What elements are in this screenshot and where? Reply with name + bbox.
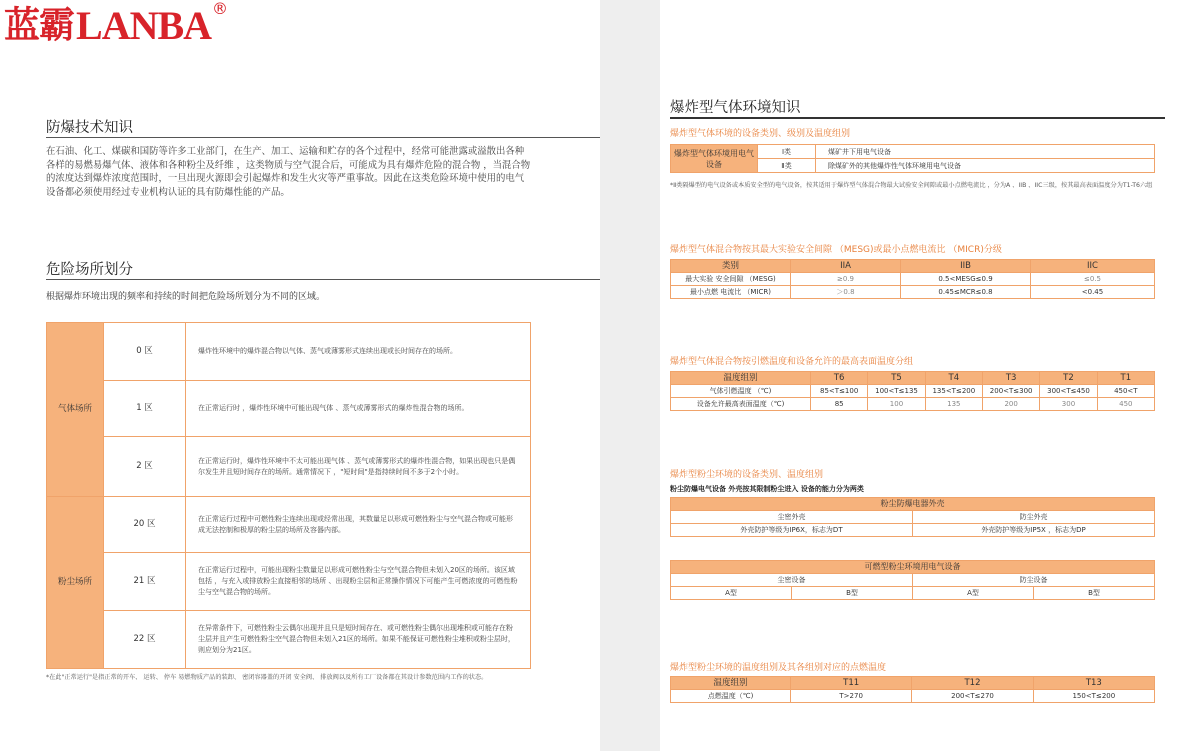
table-cell: 100<T≤135 xyxy=(868,385,925,398)
class-cell: Ⅰ类 xyxy=(758,145,816,159)
table-row xyxy=(671,524,1155,537)
header-cell: IIC xyxy=(1031,260,1155,273)
zone-name: 0 区 xyxy=(104,323,186,381)
table-row xyxy=(671,511,1155,524)
section-title-explosion-tech: 防爆技术知识 xyxy=(46,120,133,136)
class-cell: Ⅱ类 xyxy=(758,159,816,173)
table-cell: B型 xyxy=(792,587,913,600)
zone-description: 在正常运行时，爆炸性环境中不太可能出现气体 、蒸气或薄雾形式的爆炸性混合物，如果出现也只是偶尔发生并且短时间存在的场所。通常情况下 ，"短时间"是指持续时间不多于2个小时。 xyxy=(186,437,531,497)
table-row xyxy=(671,587,1155,600)
section-rule xyxy=(46,279,600,280)
table-cell: 外壳防护等级为IP5X ，标志为DP xyxy=(913,524,1155,537)
table-cell: 300 xyxy=(1040,398,1097,411)
subtitle-dust-temperature: 爆炸型粉尘环境的温度组别及其各组别对应的点燃温度 xyxy=(670,663,887,673)
table-row xyxy=(671,286,1155,299)
zone-name: 1 区 xyxy=(104,381,186,437)
table-cell: 85<T≤100 xyxy=(811,385,868,398)
zones-intro: 根据爆炸环境出现的频率和持续的时间把危险场所划分为不同的区域。 xyxy=(46,292,326,302)
table-cell: B型 xyxy=(1034,587,1155,600)
table-cell: 防尘设备 xyxy=(913,574,1155,587)
header-cell: T3 xyxy=(982,372,1039,385)
row-label: 最大实验 安全间隙 （MESG) xyxy=(671,273,791,286)
table-cell: 135 xyxy=(925,398,982,411)
header-cell: T13 xyxy=(1033,677,1154,690)
table-row xyxy=(671,690,1155,703)
dust-enclosure-line: 粉尘防爆电气设备 外壳按其限制粉尘进入 设备的能力分为两类 xyxy=(670,485,864,493)
header-cell: T1 xyxy=(1097,372,1154,385)
header-cell: T4 xyxy=(925,372,982,385)
table-cell: 100 xyxy=(868,398,925,411)
device-class-note: *Ⅱ类隔爆型的电气设备或本质安全型的电气设备，按其适用于爆炸型气体混合物最大试验安全间隙或最小点燃电流比 ，分为A 、IIB 、IIC三级，按其最高表面温度分为T1-T6六组 xyxy=(670,182,1153,189)
table-cell: 450<T xyxy=(1097,385,1154,398)
table-row xyxy=(47,323,531,381)
header-cell: IIB xyxy=(901,260,1031,273)
table-row xyxy=(47,437,531,497)
table-cell: 200<T≤270 xyxy=(912,690,1033,703)
table-row xyxy=(671,561,1155,574)
title-rule xyxy=(670,117,1165,119)
zone-description: 在正常运行过程中，可能出现粉尘数量足以形成可燃性粉尘与空气混合物但未划入20区的场所。该区域包括 ，与充入或排放粉尘直接相邻的场所 、出现粉尘层和正常操作情况下可能产生可燃浓度的可燃性粉尘与空气混合物的场所。 xyxy=(186,553,531,611)
table-row xyxy=(671,385,1155,398)
header-cell: T6 xyxy=(811,372,868,385)
header-cell: T2 xyxy=(1040,372,1097,385)
box-title: 可燃型粉尘环境用电气设备 xyxy=(671,561,1155,574)
table-cell: 150<T≤200 xyxy=(1033,690,1154,703)
subtitle-temperature: 爆炸型气体混合物按引燃温度和设备允许的最高表面温度分组 xyxy=(670,357,914,367)
header-cell: T11 xyxy=(791,677,912,690)
header-cell: T5 xyxy=(868,372,925,385)
mesg-table xyxy=(670,259,1155,299)
temperature-table xyxy=(670,371,1155,411)
header-cell: 温度组别 xyxy=(671,677,791,690)
zone-name: 22 区 xyxy=(104,611,186,669)
table-row xyxy=(47,611,531,669)
zone-name: 20 区 xyxy=(104,497,186,553)
table-cell: 尘密外壳 xyxy=(671,511,913,524)
gas-zone-label: 气体场所 xyxy=(47,323,104,497)
row-label: 设备允许最高表面温度（℃) xyxy=(671,398,811,411)
table-cell: 200 xyxy=(982,398,1039,411)
footnote: *在此"正常运行"是指正常的开车、 运转、 停车 易燃物质产品的装卸、 密闭容器盖的开闭 安全阀、 排放阀以及所有工厂设备都在其设计参数范围内工作的状态。 xyxy=(46,674,488,681)
table-row xyxy=(671,273,1155,286)
header-cell: 类别 xyxy=(671,260,791,273)
section-title-hazard-zones: 危险场所划分 xyxy=(46,262,133,278)
lanba-logo xyxy=(4,0,228,52)
right-page xyxy=(660,0,1178,751)
header-cell: T12 xyxy=(912,677,1033,690)
table-row xyxy=(671,498,1155,511)
table-row xyxy=(671,145,1155,159)
table-cell: <0.45 xyxy=(1031,286,1155,299)
registered-mark: ® xyxy=(212,0,229,18)
table-header-row xyxy=(671,260,1155,273)
dust-equipment-table xyxy=(670,560,1155,600)
table-cell: 外壳防护等级为IP6X，标志为DT xyxy=(671,524,913,537)
table-cell: 0.45≤MCR≤0.8 xyxy=(901,286,1031,299)
subtitle-mesg: 爆炸型气体混合物按其最大实验安全间隙 （MESG)或最小点燃电流比 （MICR)分级 xyxy=(670,245,1002,255)
row-label: 最小点燃 电流比 （MICR) xyxy=(671,286,791,299)
row-label: 气体引燃温度 （℃) xyxy=(671,385,811,398)
page-gutter xyxy=(600,0,660,751)
device-label: 爆炸型气体环境用电气设备 xyxy=(671,145,758,173)
table-cell: T>270 xyxy=(791,690,912,703)
box-title: 粉尘防爆电器外壳 xyxy=(671,498,1155,511)
row-label: 点燃温度（℃) xyxy=(671,690,791,703)
table-header-row xyxy=(671,677,1155,690)
table-cell: 0.5<MESG≤0.9 xyxy=(901,273,1031,286)
table-cell: ≤0.5 xyxy=(1031,273,1155,286)
zone-description: 在正常运行时 ，爆炸性环境中可能出现气体 、蒸气或薄雾形式的爆炸性混合物的场所。 xyxy=(186,381,531,437)
right-title: 爆炸型气体环境知识 xyxy=(670,100,801,116)
table-row xyxy=(671,398,1155,411)
zone-description: 爆炸性环境中的爆炸混合物以气体、蒸气或薄雾形式连续出现或长时间存在的场所。 xyxy=(186,323,531,381)
dust-enclosure-table xyxy=(670,497,1155,537)
header-cell: 温度组别 xyxy=(671,372,811,385)
table-cell: 450 xyxy=(1097,398,1154,411)
table-cell: A型 xyxy=(913,587,1034,600)
zone-name: 2 区 xyxy=(104,437,186,497)
table-cell: 135<T≤200 xyxy=(925,385,982,398)
class-desc: 煤矿井下用电气设备 xyxy=(816,145,1155,159)
table-header-row xyxy=(671,372,1155,385)
logo-english: LANBA xyxy=(76,3,212,48)
hazard-zone-table xyxy=(46,322,531,669)
table-row xyxy=(47,381,531,437)
zone-description: 在异常条件下，可燃性粉尘云偶尔出现并且只是短时间存在、或可燃性粉尘偶尔出现堆积或可能存在粉尘层并且产生可燃性粉尘空气混合物但未划入21区的场所。如果不能保证可燃性粉尘堆积或粉尘层时，则应划分为21区。 xyxy=(186,611,531,669)
device-class-table xyxy=(670,144,1155,173)
table-cell: 200<T≤300 xyxy=(982,385,1039,398)
table-cell: A型 xyxy=(671,587,792,600)
table-cell: ≥0.9 xyxy=(791,273,901,286)
section-rule xyxy=(46,137,600,138)
table-cell: 85 xyxy=(811,398,868,411)
subtitle-device-class: 爆炸型气体环境的设备类别、级别及温度组别 xyxy=(670,129,851,139)
table-row xyxy=(47,497,531,553)
dust-temperature-table xyxy=(670,676,1155,703)
table-cell: ＞0.8 xyxy=(791,286,901,299)
logo-chinese: 蓝霸 xyxy=(4,4,75,46)
table-cell: 防尘外壳 xyxy=(913,511,1155,524)
table-cell: 尘密设备 xyxy=(671,574,913,587)
intro-paragraph: 在石油、化工、煤碳和国防等许多工业部门，在生产、加工、运输和贮存的各个过程中，经常可能泄露或溢散出各种各样的易燃易爆气体、液体和各种粉尘及纤维 ，这类物质与空气混合后，可能成为具有爆炸危险的混合物 ，当混合物的浓度达到爆炸浓度范围时，一旦出现火源即会引起爆炸和发生火灾等严重事故。因此在这类危险环境中使用的电气设备都必须使用经过专业机构认证的具有防爆性能的产品。 xyxy=(46,146,531,198)
zone-name: 21 区 xyxy=(104,553,186,611)
class-desc: 除煤矿外的其他爆炸性气体环境用电气设备 xyxy=(816,159,1155,173)
table-row xyxy=(671,574,1155,587)
table-cell: 300<T≤450 xyxy=(1040,385,1097,398)
dust-zone-label: 粉尘场所 xyxy=(47,497,104,669)
subtitle-dust: 爆炸型粉尘环境的设备类别、温度组别 xyxy=(670,470,824,480)
zone-description: 在正常运行过程中可燃性粉尘连续出现或经常出现，其数量足以形成可燃性粉尘与空气混合物或可能形成无法控制和极厚的粉尘层的场所及容器内部。 xyxy=(186,497,531,553)
table-row xyxy=(47,553,531,611)
header-cell: IIA xyxy=(791,260,901,273)
